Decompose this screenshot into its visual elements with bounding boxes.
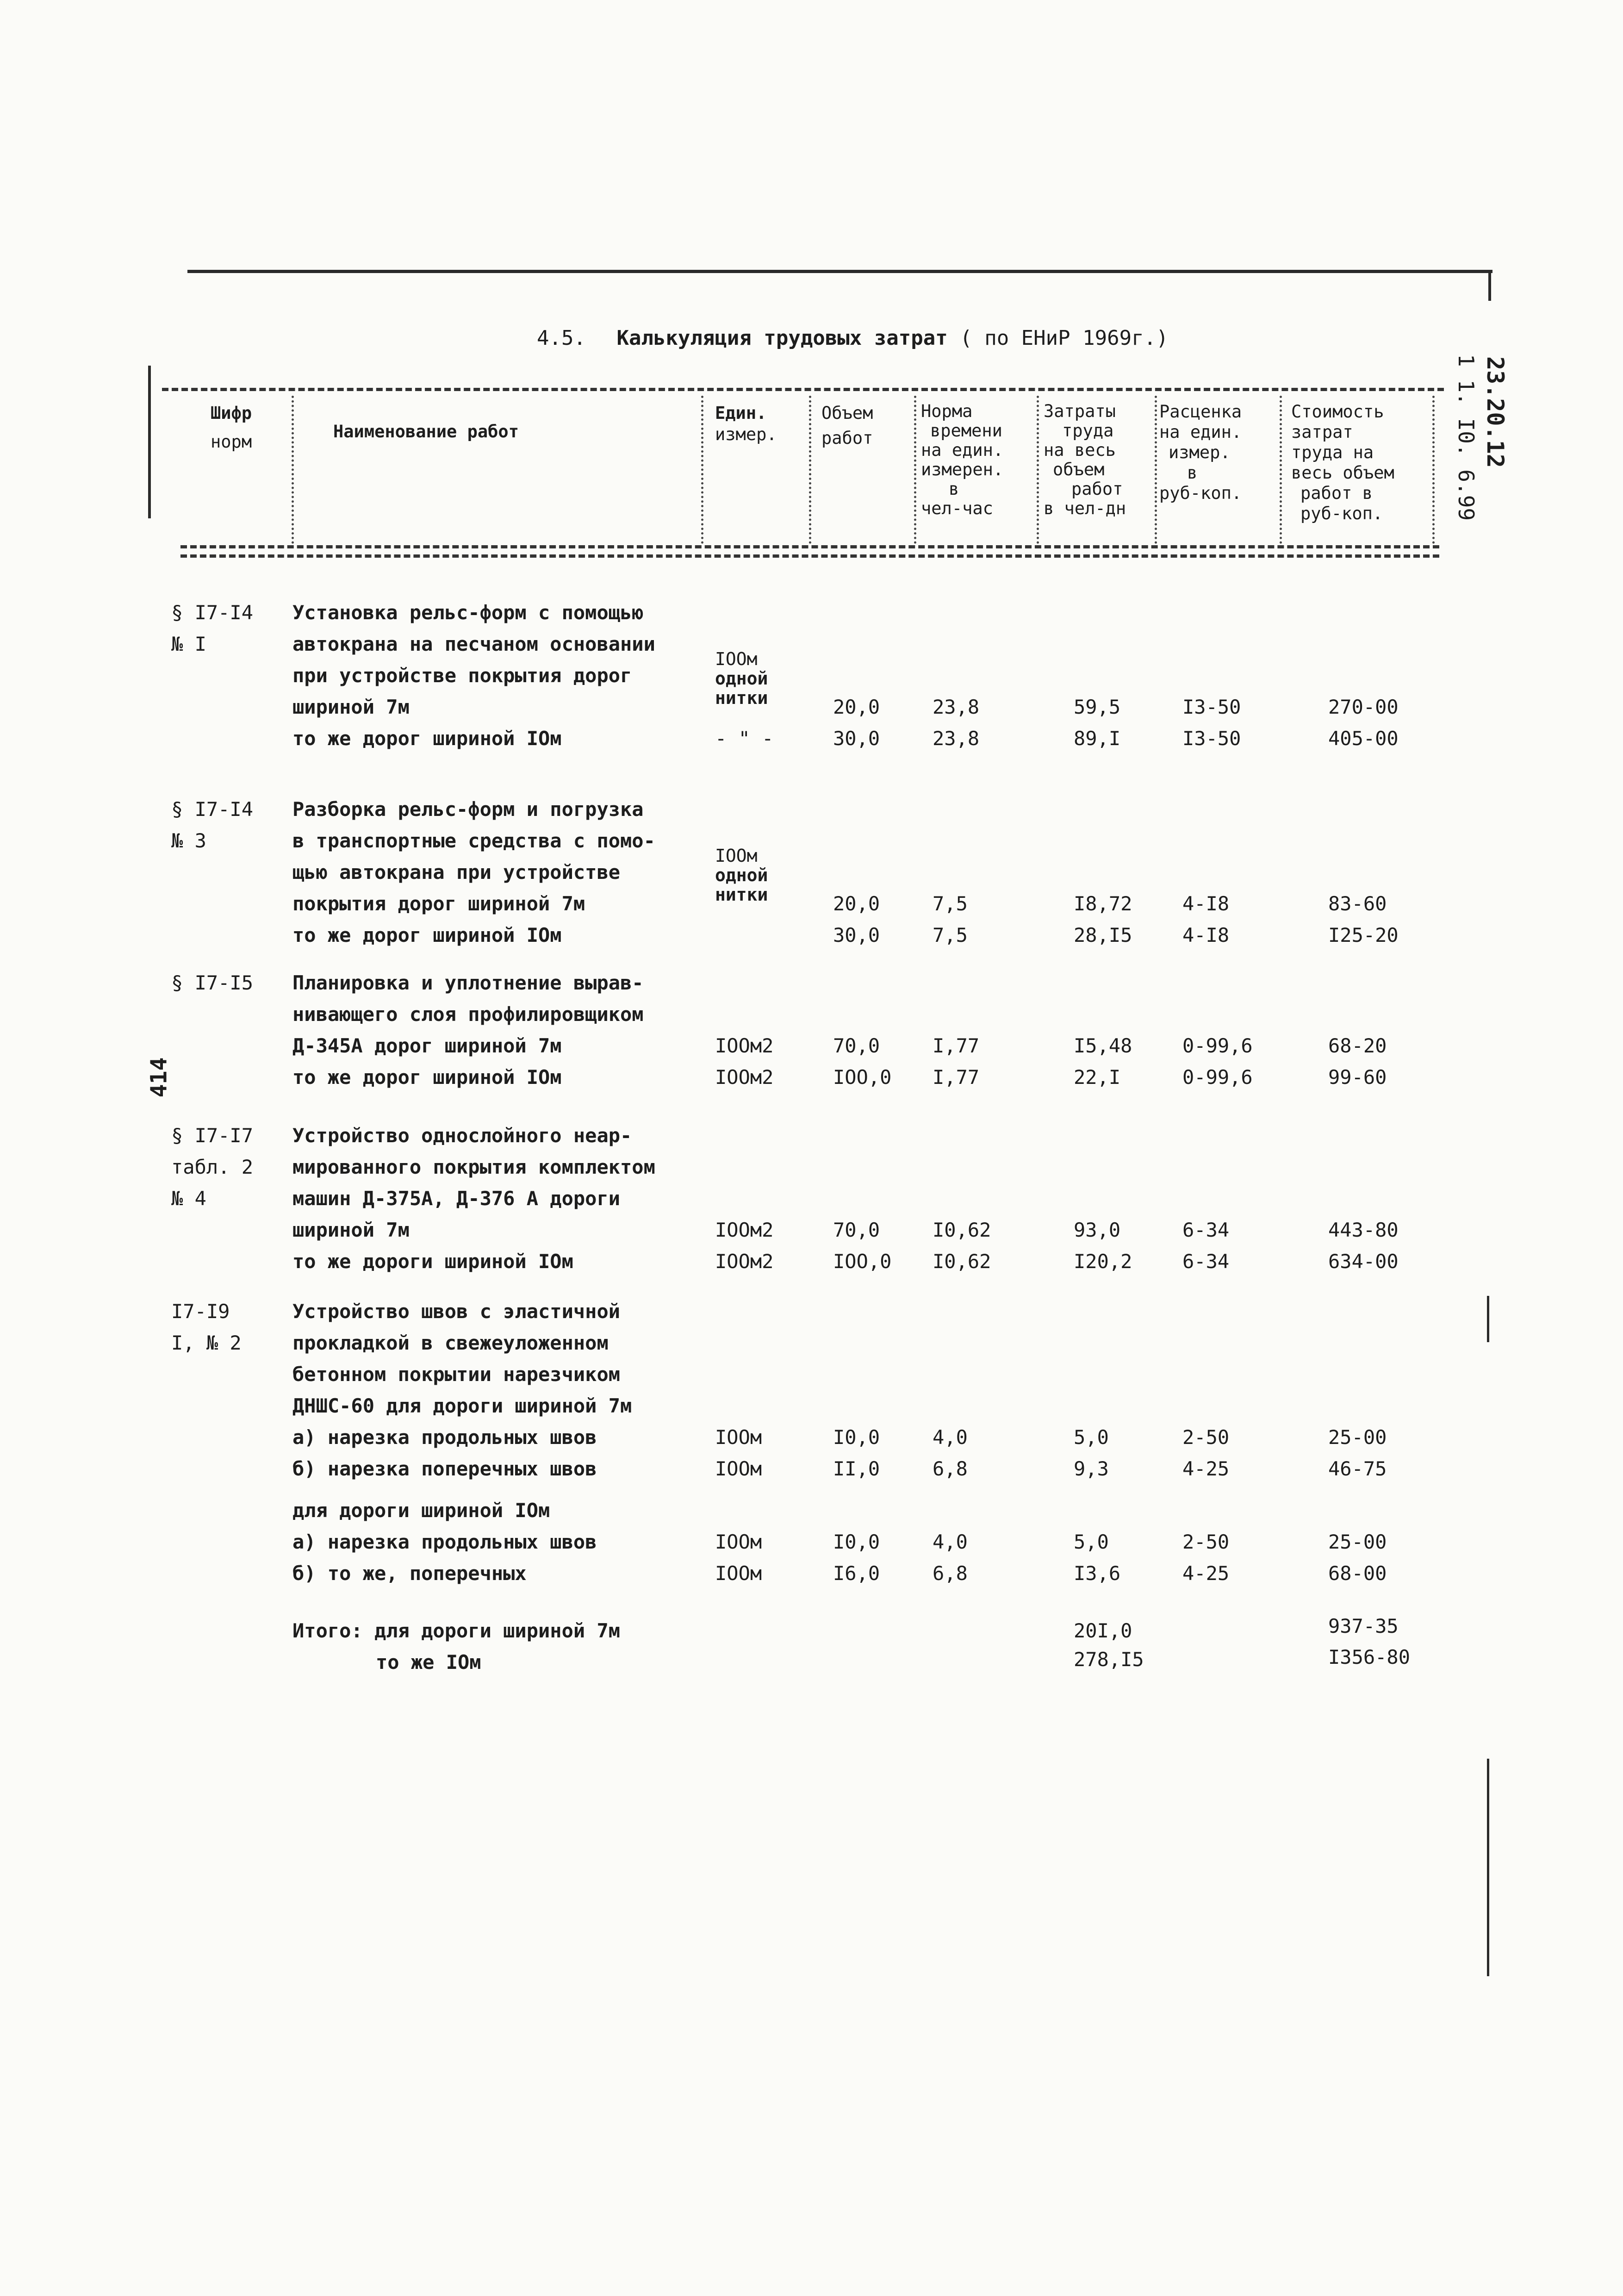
work-description-line: Д-345А дорог шириной 7м [292, 1034, 562, 1057]
norm-cell: 6,8 [933, 1457, 968, 1480]
norm-cell: 7,5 [933, 892, 968, 915]
labor-cell: 28,I5 [1074, 924, 1132, 946]
cost-cell: 405-00 [1328, 727, 1399, 750]
norm-cell: 4,0 [933, 1426, 968, 1449]
volume-cell: 70,0 [833, 1034, 880, 1057]
header-bottom-border [180, 545, 1439, 548]
cost-cell: 270-00 [1328, 696, 1399, 718]
work-description-line: прокладкой в свежеуложенном [292, 1332, 609, 1354]
work-description-line: автокрана на песчаном основании [292, 633, 655, 655]
header-rate-line: в [1187, 463, 1198, 483]
unit-cell: IOOм2 [715, 1250, 774, 1273]
top-rule [187, 270, 1492, 273]
work-description-line: мированного покрытия комплектом [292, 1156, 655, 1178]
header-norm-line: на един. [921, 440, 1004, 460]
rate-cell: 4-25 [1182, 1562, 1230, 1585]
header-labor-line: Затраты [1044, 401, 1116, 421]
unit-cell: IOOм2 [715, 1219, 774, 1241]
cost-cell: 25-00 [1328, 1426, 1387, 1449]
rate-cell: I3-50 [1182, 696, 1241, 718]
rate-cell: 4-I8 [1182, 924, 1230, 946]
unit-cell: IOOм [715, 1457, 762, 1480]
col-sep [292, 396, 294, 544]
header-labor-line: на весь [1044, 440, 1116, 460]
header-rate-line: измер. [1169, 442, 1231, 462]
norm-code: № 3 [171, 829, 206, 852]
work-description-line: а) нарезка продольных швов [292, 1426, 597, 1449]
left-frame-line [148, 366, 151, 518]
work-description-line: при устройстве покрытия дорог [292, 664, 632, 687]
labor-cell: I3,6 [1074, 1562, 1121, 1585]
labor-cell: 5,0 [1074, 1426, 1109, 1449]
header-cost-line: работ в [1300, 483, 1373, 503]
cost-cell: 25-00 [1328, 1531, 1387, 1553]
rate-cell: 6-34 [1182, 1219, 1230, 1241]
col-sep [1037, 396, 1039, 544]
header-labor-line: в чел-дн [1044, 498, 1126, 518]
work-description-line: Устройство швов с эластичной [292, 1300, 621, 1323]
header-rate [1159, 402, 1242, 504]
work-description-line: щью автокрана при устройстве [292, 861, 621, 884]
work-description-line: покрытия дорог шириной 7м [292, 892, 585, 915]
header-unit [715, 403, 777, 445]
header-norm-line: в [949, 479, 959, 499]
work-description-line: то же дорог шириной IOм [292, 727, 562, 750]
col-sep [1155, 396, 1157, 544]
norm-cell: 4,0 [933, 1531, 968, 1553]
work-description-line: ДНШС-60 для дороги шириной 7м [292, 1394, 632, 1417]
rate-cell: 0-99,6 [1182, 1034, 1253, 1057]
col-sep [914, 396, 916, 544]
header-cost-line: затрат [1291, 422, 1353, 442]
unit-cell: - " - [715, 727, 774, 750]
norm-cell: I,77 [933, 1066, 980, 1089]
header-cost-line: Стоимость [1291, 402, 1384, 422]
header-top-border [162, 388, 1444, 391]
labor-cell: 5,0 [1074, 1531, 1109, 1553]
cost-cell: I25-20 [1328, 924, 1399, 946]
work-description-line: то же дорог шириной IOм [292, 1066, 562, 1089]
header-cipher [211, 403, 252, 453]
header-name: Наименование работ [333, 422, 519, 442]
unit-cell: IOOм2 [715, 1034, 774, 1057]
norm-cell: 23,8 [933, 727, 980, 750]
header-labor-line: труда [1062, 421, 1114, 441]
cost-cell: 443-80 [1328, 1219, 1399, 1241]
header-norm-line: Норма [921, 401, 973, 421]
unit-cell: IOOм [715, 1426, 762, 1449]
col-sep [1432, 396, 1435, 544]
work-description-line: шириной 7м [292, 1219, 410, 1241]
header-rate-line: на един. [1159, 422, 1242, 442]
work-description-line: шириной 7м [292, 696, 410, 718]
norm-code: I, № 2 [171, 1332, 242, 1354]
volume-cell: 70,0 [833, 1219, 880, 1241]
work-description-line: бетонном покрытии нарезчиком [292, 1363, 621, 1386]
labor-cell: 89,I [1074, 727, 1121, 750]
header-volume-line: работ [821, 428, 873, 448]
header-bottom-border-2 [180, 554, 1439, 558]
total-labor-7m: 20I,0 [1074, 1619, 1132, 1642]
header-unit-line: Един. [715, 403, 767, 423]
side-code-2: 23.20.12 [1482, 356, 1509, 468]
side-code: 1 1. I0. 6.99 [1454, 354, 1479, 521]
title-text: Калькуляция трудовых затрат [616, 326, 948, 350]
norm-code: № I [171, 633, 206, 655]
cost-cell: 99-60 [1328, 1066, 1387, 1089]
work-description-line: б) нарезка поперечных швов [292, 1457, 597, 1480]
norm-code: № 4 [171, 1187, 206, 1210]
rate-cell: 4-25 [1182, 1457, 1230, 1480]
labor-cell: 59,5 [1074, 696, 1121, 718]
norm-cell: 6,8 [933, 1562, 968, 1585]
work-description-line: для дороги шириной IOм [292, 1499, 550, 1522]
unit-cell: IOOм [715, 1531, 762, 1553]
margin-mark: 414 [146, 1057, 172, 1098]
volume-cell: 30,0 [833, 727, 880, 750]
header-cost-line: руб-коп. [1300, 504, 1383, 523]
rate-cell: I3-50 [1182, 727, 1241, 750]
norm-cell: I,77 [933, 1034, 980, 1057]
header-norm [921, 402, 1003, 518]
cost-cell: 634-00 [1328, 1250, 1399, 1273]
header-norm-line: времени [930, 421, 1002, 441]
norm-code: § I7-I4 [171, 601, 254, 624]
header-cost [1291, 402, 1394, 524]
total-cost-7m: 937-35 [1328, 1615, 1399, 1637]
rate-cell: 4-I8 [1182, 892, 1230, 915]
unit-note: одной [715, 865, 768, 885]
norm-code: § I7-I5 [171, 971, 254, 994]
header-cost-line: весь объем [1291, 463, 1394, 483]
work-description-line: б) то же, поперечных [292, 1562, 527, 1585]
title-number: 4.5. [537, 326, 586, 350]
right-frame-line [1487, 1296, 1489, 1342]
header-rate-line: руб-коп. [1159, 483, 1242, 503]
header-cipher-line: норм [211, 432, 252, 452]
work-description-line: нивающего слоя профилировщиком [292, 1003, 644, 1026]
labor-cell: I5,48 [1074, 1034, 1132, 1057]
volume-cell: 20,0 [833, 696, 880, 718]
labor-cell: 22,I [1074, 1066, 1121, 1089]
volume-cell: I0,0 [833, 1426, 880, 1449]
col-sep [809, 396, 811, 544]
labor-cell: 9,3 [1074, 1457, 1109, 1480]
header-cost-line: труда на [1291, 442, 1374, 462]
rate-cell: 0-99,6 [1182, 1066, 1253, 1089]
header-labor [1044, 402, 1126, 518]
volume-cell: 20,0 [833, 892, 880, 915]
volume-cell: IOO,0 [833, 1066, 892, 1089]
norm-code: § I7-I7 [171, 1124, 254, 1147]
rate-cell: 2-50 [1182, 1531, 1230, 1553]
norm-cell: 7,5 [933, 924, 968, 946]
header-volume [821, 403, 873, 449]
norm-code: § I7-I4 [171, 798, 254, 821]
col-sep [1280, 396, 1282, 544]
header-rate-line: Расценка [1159, 402, 1242, 422]
volume-cell: I6,0 [833, 1562, 880, 1585]
header-labor-line: объем [1053, 460, 1105, 479]
total-label-10m: то же IOм [376, 1651, 481, 1674]
cost-cell: 68-00 [1328, 1562, 1387, 1585]
labor-cell: I8,72 [1074, 892, 1132, 915]
work-description-line: в транспортные средства с помо- [292, 829, 655, 852]
title-source: ( по ЕНиР 1969г.) [960, 326, 1169, 350]
cost-cell: 83-60 [1328, 892, 1387, 915]
volume-cell: IOO,0 [833, 1250, 892, 1273]
labor-cell: I20,2 [1074, 1250, 1132, 1273]
cost-cell: 46-75 [1328, 1457, 1387, 1480]
labor-cell: 93,0 [1074, 1219, 1121, 1241]
total-cost-10m: I356-80 [1328, 1646, 1411, 1668]
total-label-7m: Итого: для дороги шириной 7м [292, 1619, 621, 1642]
volume-cell: II,0 [833, 1457, 880, 1480]
total-labor-10m: 278,I5 [1074, 1648, 1144, 1671]
work-description-line: Планировка и уплотнение вырав- [292, 971, 644, 994]
header-volume-line: Объем [821, 403, 873, 423]
work-description-line: Установка рельс-форм с помощью [292, 601, 644, 624]
unit-cell: IOOм [715, 1562, 762, 1585]
norm-cell: I0,62 [933, 1219, 991, 1241]
volume-cell: I0,0 [833, 1531, 880, 1553]
header-norm-line: измерен. [921, 460, 1004, 479]
unit-cell: IOOм2 [715, 1066, 774, 1089]
work-description-line: то же дороги шириной IOм [292, 1250, 573, 1273]
unit-note: одной [715, 668, 768, 689]
work-description-line: Устройство однослойного неар- [292, 1124, 632, 1147]
norm-cell: 23,8 [933, 696, 980, 718]
work-description-line: а) нарезка продольных швов [292, 1531, 597, 1553]
top-rule-end [1488, 273, 1491, 301]
rate-cell: 6-34 [1182, 1250, 1230, 1273]
table-title [537, 326, 1169, 350]
unit-note: IOOм [715, 846, 758, 866]
right-frame-line [1487, 1759, 1489, 1976]
cost-cell: 68-20 [1328, 1034, 1387, 1057]
header-unit-line: измер. [715, 424, 777, 444]
volume-cell: 30,0 [833, 924, 880, 946]
unit-note: нитки [715, 688, 768, 708]
header-labor-line: работ [1071, 479, 1123, 499]
col-sep [701, 396, 703, 544]
unit-note: нитки [715, 884, 768, 905]
unit-note: IOOм [715, 649, 758, 669]
header-cipher-line: Шифр [211, 403, 252, 423]
header-norm-line: чел-час [921, 498, 993, 518]
work-description-line: машин Д-375А, Д-376 А дороги [292, 1187, 621, 1210]
norm-code: I7-I9 [171, 1300, 230, 1323]
work-description-line: то же дорог шириной IOм [292, 924, 562, 946]
norm-code: табл. 2 [171, 1156, 254, 1178]
rate-cell: 2-50 [1182, 1426, 1230, 1449]
norm-cell: I0,62 [933, 1250, 991, 1273]
work-description-line: Разборка рельс-форм и погрузка [292, 798, 644, 821]
